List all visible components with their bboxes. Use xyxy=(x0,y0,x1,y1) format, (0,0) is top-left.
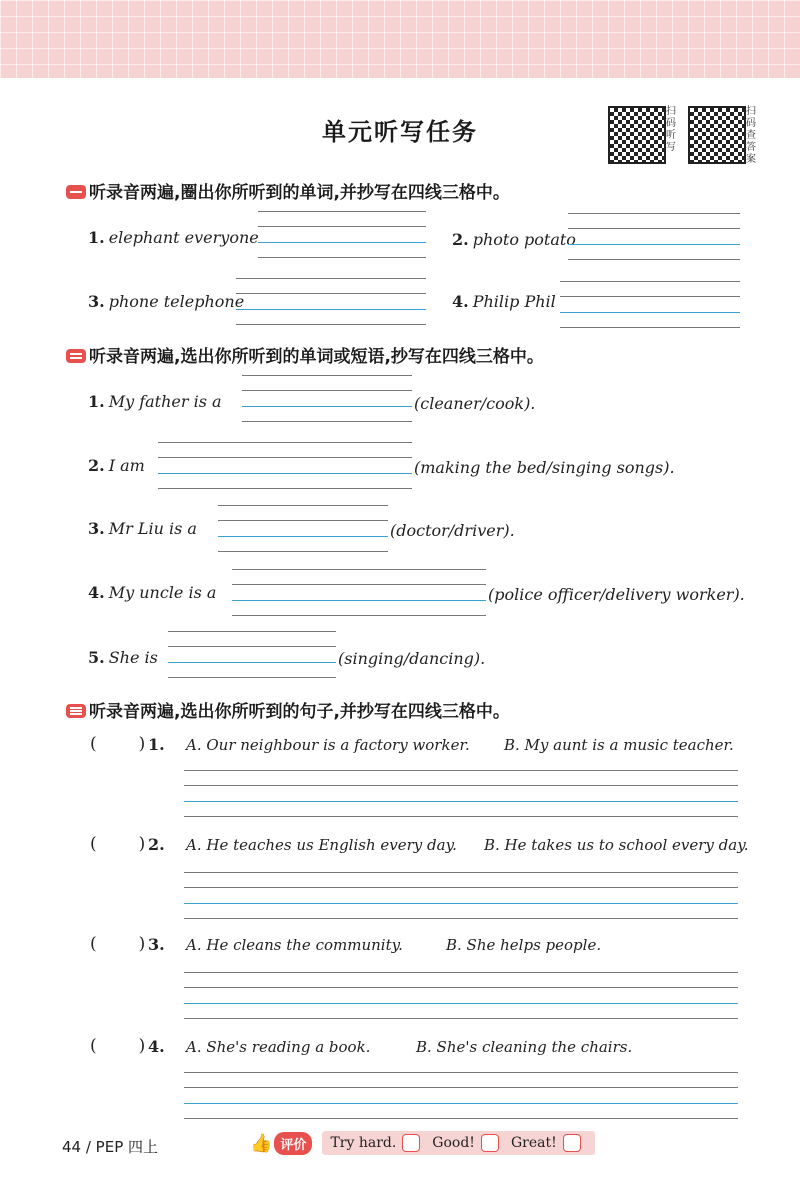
answer-blank[interactable]: ( ) xyxy=(90,734,146,754)
writing-lines[interactable] xyxy=(158,442,412,488)
qr-code-icon[interactable] xyxy=(608,106,666,164)
qr-code-icon[interactable] xyxy=(688,106,746,164)
checkbox-icon[interactable] xyxy=(402,1134,420,1152)
section-number-one-icon xyxy=(66,185,86,199)
option-a: A. He teaches us English every day. xyxy=(186,836,457,854)
answer-blank[interactable]: ( ) xyxy=(90,934,146,954)
option-b: B. She's cleaning the chairs. xyxy=(416,1038,633,1056)
s2-item-options: (making the bed/singing songs). xyxy=(414,458,675,477)
writing-lines[interactable] xyxy=(568,213,740,259)
writing-lines[interactable] xyxy=(184,1072,738,1118)
section-3-heading: 听录音两遍,选出你所听到的句子,并抄写在四线三格中。 xyxy=(66,697,510,722)
answer-blank[interactable]: ( ) xyxy=(90,1036,146,1056)
writing-lines[interactable] xyxy=(236,278,426,324)
writing-lines[interactable] xyxy=(232,569,486,615)
writing-lines[interactable] xyxy=(168,631,336,677)
question-number: 4. xyxy=(148,1037,165,1056)
writing-lines[interactable] xyxy=(560,281,740,327)
s2-item-options: (singing/dancing). xyxy=(338,649,486,668)
s2-item-prefix: 3. Mr Liu is a xyxy=(88,519,197,538)
writing-lines[interactable] xyxy=(184,972,738,1018)
writing-lines[interactable] xyxy=(184,770,738,816)
s2-item-prefix: 4. My uncle is a xyxy=(88,583,217,602)
s2-item-options: (police officer/delivery worker). xyxy=(488,585,745,604)
option-a: A. She's reading a book. xyxy=(186,1038,371,1056)
question-number: 3. xyxy=(148,935,165,954)
writing-lines[interactable] xyxy=(258,211,426,257)
option-a: A. He cleans the community. xyxy=(186,936,403,954)
writing-lines[interactable] xyxy=(242,375,412,421)
s1-item: 4. Philip Phil xyxy=(452,292,556,311)
s2-item-options: (doctor/driver). xyxy=(390,521,515,540)
header-band xyxy=(0,0,800,78)
option-b: B. He takes us to school every day. xyxy=(484,836,749,854)
eval-options xyxy=(322,1131,594,1155)
option-b: B. She helps people. xyxy=(446,936,602,954)
s1-item: 1. elephant everyone xyxy=(88,228,259,247)
option-b: B. My aunt is a music teacher. xyxy=(504,736,734,754)
section-2-heading: 听录音两遍,选出你所听到的单词或短语,抄写在四线三格中。 xyxy=(66,342,544,367)
question-number: 1. xyxy=(148,735,165,754)
section-1-heading: 听录音两遍,圈出你所听到的单词,并抄写在四线三格中。 xyxy=(66,178,510,203)
section-number-two-icon xyxy=(66,349,86,363)
option-a: A. Our neighbour is a factory worker. xyxy=(186,736,470,754)
eval-option-label: Try hard. xyxy=(330,1135,397,1151)
s2-item-options: (cleaner/cook). xyxy=(414,394,536,413)
eval-label: 评价 xyxy=(274,1132,312,1155)
s2-item-prefix: 2. I am xyxy=(88,456,145,475)
writing-lines[interactable] xyxy=(184,872,738,918)
section-number-three-icon xyxy=(66,704,86,718)
thumbs-up-icon: 👍 xyxy=(250,1132,273,1154)
eval-option-label: Good! xyxy=(432,1135,475,1151)
question-number: 2. xyxy=(148,835,165,854)
page-title: 单元听写任务 xyxy=(322,118,478,146)
s1-item: 2. photo potato xyxy=(452,230,576,249)
checkbox-icon[interactable] xyxy=(481,1134,499,1152)
writing-lines[interactable] xyxy=(218,505,388,551)
eval-option-label: Great! xyxy=(510,1135,557,1151)
qr-label-dictation: 扫码听写 xyxy=(666,106,676,153)
s2-item-prefix: 5. She is xyxy=(88,648,158,667)
qr-label-answers: 扫码查答案 xyxy=(746,106,756,165)
answer-blank[interactable]: ( ) xyxy=(90,834,146,854)
checkbox-icon[interactable] xyxy=(563,1134,581,1152)
s1-item: 3. phone telephone xyxy=(88,292,245,311)
s2-item-prefix: 1. My father is a xyxy=(88,392,222,411)
page-number: 44 / PEP 四上 xyxy=(62,1138,159,1156)
self-evaluation xyxy=(250,1130,595,1156)
